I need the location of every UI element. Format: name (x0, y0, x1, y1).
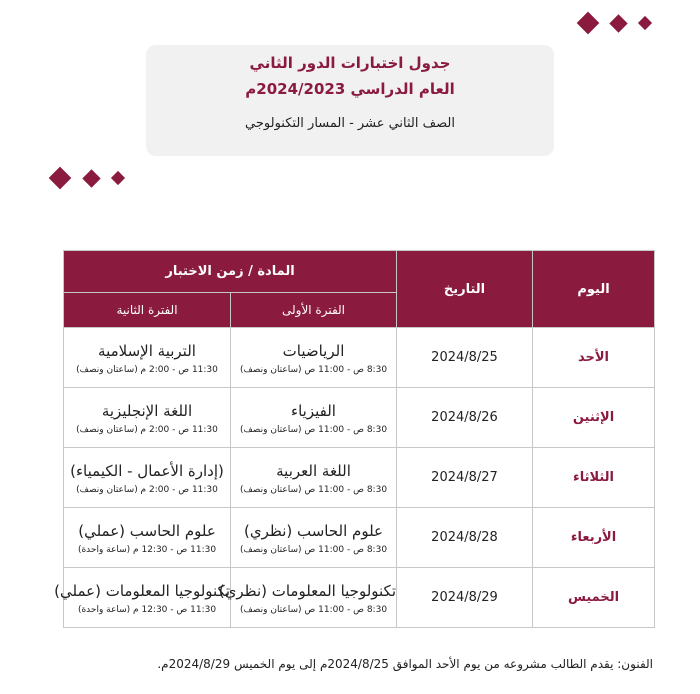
row-date: 2024/8/29 (397, 568, 533, 628)
exam-time: 11:30 ص - 2:00 م (ساعتان ونصف) (76, 424, 218, 435)
header-period-1: الفترة الأولى (231, 293, 397, 328)
diamond-icon (577, 12, 600, 35)
subject-name: الرياضيات (282, 341, 345, 360)
period-1-cell (218, 568, 397, 628)
period-2-cell (64, 508, 231, 568)
period-2-cell (54, 568, 231, 628)
row-day: الخميس (533, 568, 655, 628)
table-row (64, 568, 655, 628)
period-2-cell (64, 328, 231, 388)
subject-name: علوم الحاسب (عملي) (78, 521, 216, 540)
exam-time: 8:30 ص - 11:00 ص (ساعتان ونصف) (239, 364, 388, 375)
period-1-cell (231, 448, 397, 508)
table-row (64, 388, 655, 448)
academic-year: العام الدراسي 2024/2023م (245, 80, 455, 98)
exam-schedule-table (54, 250, 655, 628)
diamond-icon (82, 169, 100, 187)
header-period-2: الفترة الثانية (64, 293, 231, 328)
row-date: 2024/8/26 (397, 388, 533, 448)
table-row (64, 508, 655, 568)
header-date: التاريخ (397, 251, 533, 328)
exam-time: 8:30 ص - 11:00 ص (ساعتان ونصف) (239, 544, 388, 555)
diamond-icon (111, 171, 125, 185)
exam-time: 11:30 ص - 12:30 م (ساعة واحدة) (77, 604, 217, 615)
subject-name: علوم الحاسب (نظري) (244, 521, 383, 540)
page-title: جدول اختبارات الدور الثاني (249, 54, 451, 72)
table-row (64, 328, 655, 388)
header-card (146, 45, 554, 156)
period-2-cell (64, 448, 231, 508)
row-date: 2024/8/27 (397, 448, 533, 508)
row-day: الأربعاء (533, 508, 655, 568)
period-1-cell (231, 508, 397, 568)
exam-time: 11:30 ص - 12:30 م (ساعة واحدة) (77, 544, 217, 555)
exam-time: 8:30 ص - 11:00 ص (ساعتان ونصف) (239, 604, 388, 615)
period-1-cell (231, 328, 397, 388)
subject-name: التربية الإسلامية (98, 341, 196, 360)
exam-time: 11:30 ص - 2:00 م (ساعتان ونصف) (76, 484, 218, 495)
subject-name: تكنولوجيا المعلومات (عملي) (54, 581, 231, 600)
exam-time: 8:30 ص - 11:00 ص (ساعتان ونصف) (239, 484, 388, 495)
period-2-cell (64, 388, 231, 448)
row-day: الأحد (533, 328, 655, 388)
row-date: 2024/8/28 (397, 508, 533, 568)
subject-name: (إدارة الأعمال - الكيمياء) (70, 461, 224, 480)
header-day: اليوم (533, 251, 655, 328)
period-1-cell (231, 388, 397, 448)
table-row (64, 448, 655, 508)
subject-name: الفيزياء (291, 401, 336, 420)
exam-time: 8:30 ص - 11:00 ص (ساعتان ونصف) (239, 424, 388, 435)
row-date: 2024/8/25 (397, 328, 533, 388)
row-day: الإثنين (533, 388, 655, 448)
footnote-arts: الفنون: يقدم الطالب مشروعه من يوم الأحد الموافق 2024/8/25م إلى يوم الخميس 2024/8/29م. (157, 657, 653, 671)
diamond-icon (638, 16, 652, 30)
subject-name: اللغة الإنجليزية (101, 401, 193, 420)
exam-time: 11:30 ص - 2:00 م (ساعتان ونصف) (76, 364, 218, 375)
grade-track: الصف الثاني عشر - المسار التكنولوجي (245, 116, 455, 131)
subject-name: تكنولوجيا المعلومات (نظري) (218, 581, 397, 600)
header-subject-time: المادة / زمن الاختبار (64, 251, 397, 293)
subject-name: اللغة العربية (276, 461, 351, 480)
row-day: الثلاثاء (533, 448, 655, 508)
diamond-icon (49, 167, 72, 190)
diamond-icon (609, 14, 627, 32)
